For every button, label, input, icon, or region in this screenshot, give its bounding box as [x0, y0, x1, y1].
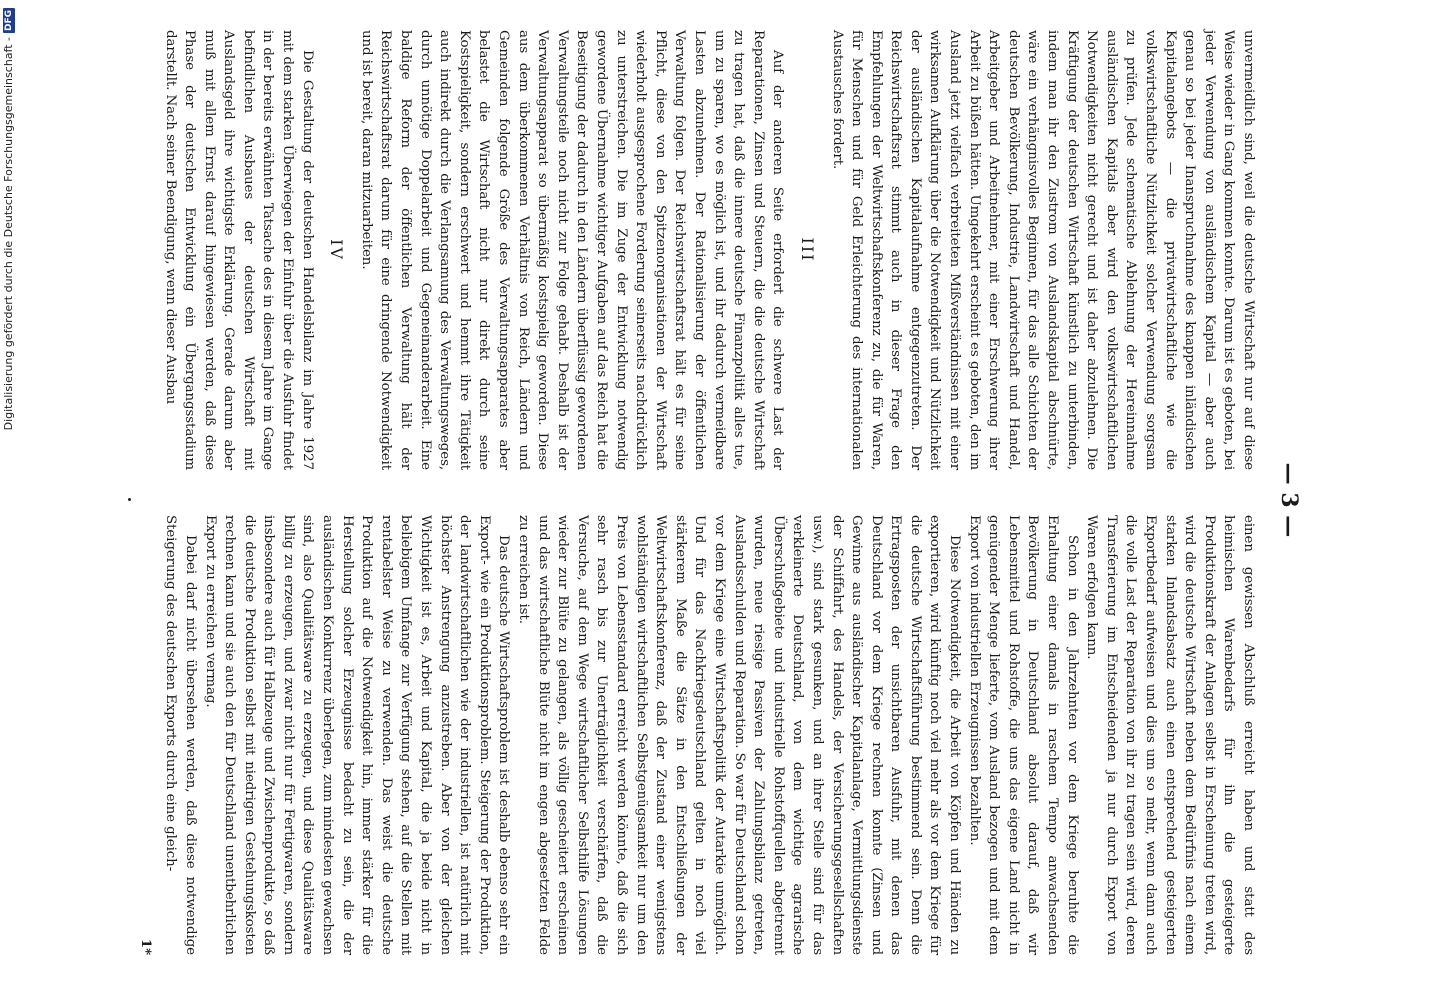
page-number: — 3 —: [1276, 462, 1302, 538]
signature-mark: 1*: [137, 938, 154, 955]
paragraph: Die Gestaltung der deutschen Handelsbilanz im Jahre 1927 mit dem starken Überwiegen der Einfuhr über die Ausfuhr findet in der bereits erwähnten Tatsache des in diesem Jahre im Gange befindlichen Ausbaues der deutschen Wirtschaft mit Auslandsgeld ihre wichtigste Erklärung. Gerade darum aber muß mit allem Ernst darauf hingewiesen werden, daß diese Phase der deutschen Entwicklung ein Übergangsstadium darstellt. Nach seiner Beendigung, wenn dieser Ausbau: [162, 30, 315, 470]
digitization-credit: [2, 0, 16, 1000]
paragraph: unvermeidlich sind, weil die deutsche Wirtschaft nur auf diese Weise wieder in Gang kommen konnte. Darum ist es geboten, bei jeder Verwendung von ausländischem Kapital — aber auch genau so bei jeder Inanspruchnahme des knappen inländischen Kapitalangebots — die privatwirtschaftliche wie die volkswirtschaftliche Nützlichkeit solcher Verwendung sorgsam zu prüfen. Jede schematische Ablehnung der Hereinnahme ausländischen Kapitals aber wird den volkswirtschaftlichen Notwendigkeiten nicht gerecht und ist daher abzulehnen. Die Kräftigung der deutschen Wirtschaft künstlich zu unterbinden, indem man ihr den Zustrom von Auslandskapital abschnürte, wäre ein verhängnisvolles Beginnen, für das alle Schichten der deutschen Bevölkerung, Industrie, Landwirtschaft und Handel, Arbeitgeber und Arbeitnehmer, mit einer Erschwerung ihrer Arbeit zu büßen hätten. Umgekehrt erscheint es geboten, den im Ausland jetzt vielfach verbreiteten Mißverständnissen mit einer wirksamen Aufklärung über die Notwendigkeit und Nützlichkeit der ausländischen Kapitalaufnahme entgegenzutreten. Der Reichswirtschaftsrat stimmt auch in dieser Frage den Empfehlungen der Weltwirtschaftskonferenz zu, die für Waren, für Menschen und für Geld Erleichterung des internationalen Austausches fordert.: [829, 30, 1256, 470]
paragraph: Dabei darf nicht übersehen werden, daß diese notwendige Steigerung des deutschen Exports durch eine gleich-: [163, 515, 198, 955]
text-column-right: [137, 515, 1258, 955]
section-heading-iv: IV: [327, 239, 347, 261]
credit-text: Digitalisierung gefördert durch die Deutsche Forschungsgemeinschaft -: [2, 37, 15, 431]
section-heading-iii: III: [797, 237, 817, 263]
paragraph: einen gewissen Abschluß erreicht haben und statt des heimischen Warenbedarfs für ihn die gesteigerte Produktionskraft der Anlagen selbst in Erscheinung treten wird, wird die deutsche Wirtschaft neben dem Bedürfnis nach einem starken Inlandsabsatz auch einen entsprechend gesteigerten Exportbedarf aufweisen und dies um so mehr, wenn dann auch die volle Last der Reparation von ihr zu tragen sein wird, deren Transferierung im Entscheidenden ja nur durch Export von Waren erfolgen kann.: [1084, 515, 1256, 955]
speck-mark: [128, 498, 131, 501]
rotated-page-content: [137, 0, 1318, 1000]
text-column-left: [158, 30, 1258, 470]
paragraph: Schon in den Jahrzehnten vor dem Kriege beruhte die Erhaltung einer damals in raschem Tempo anwachsenden Bevölkerung in Deutschland absolut darauf, daß wir Lebensmittel und Rohstoffe, die uns das eigene Land nicht in genügender Menge lieferte, vom Ausland bezogen und mit dem Export von industriellen Erzeugnissen bezahlten.: [966, 515, 1080, 955]
paragraph: Diese Notwendigkeit, die Arbeit von Köpfen und Händen zu exportieren, wird künftig noch viel mehr als vor dem Kriege für die deutsche Wirtschaftsführung bestimmend sein. Denn die Ertragsposten der unsichtbaren Ausfuhr, mit denen das Deutschland vor dem Kriege rechnen konnte (Zinsen und Gewinne aus ausländischer Kapitalanlage, Vermittlungsdienste der Schiffahrt, des Handels, der Versicherungsgesellschaften usw.), sind stark gesunken, und an ihrer Stelle sind für das verkleinerte Deutschland, von dem wichtige agrarische Überschußgebiete und industrielle Rohstoffquellen abgetrennt wurden, neue riesige Passiven der Zahlungsbilanz getreten, Auslandsschulden und Reparation. So war für Deutschland schon vor dem Kriege eine Wirtschaftspolitik der Autarkie unmöglich. Und für das Nachkriegsdeutschland gelten in noch viel stärkerem Maße die Sätze in den Entschließungen der Weltwirtschaftskonferenz, daß der Zustand einer wenigstens wohlständigen wirtschaftlichen Selbstgenügsamkeit nur um den Preis von Lebensstandard erreicht werden könnte, daß die sich sehr rasch bis zur Unerträglichkeit verschärfen, daß die Versuche, auf dem Wege wirtschaftlicher Selbsthilfe Lösungen wieder zur Blüte zu gelangen, als völlig gescheitert erscheinen und das wirtschaftliche Blüte nicht im engen abgesetzten Felde zu erreichen ist.: [516, 515, 963, 955]
paragraph: Das deutsche Wirtschaftsproblem ist deshalb ebenso sehr ein Export- wie ein Produktionsproblem. Steigerung der Produktion, der landwirtschaftlichen wie der industriellen, ist natürlich mit höchster Anstrengung anzustreben. Aber von der gleichen Wichtigkeit ist es, Arbeit und Kapital, die ja beide nicht in beliebigem Umfange zur Verfügung stehen, auf die Stellen mit rentabelster Weise zu verwenden. Das weist die deutsche Produktion auf die Notwendigkeit hin, immer stärker für die Herstellung solcher Erzeugnisse bedacht zu sein, die der ausländischen Konkurrenz überlegen, zum mindesten gewachsen sind, also Qualitätsware zu erzeugen, und diese Qualitätsware billig zu erzeugen, und zwar nicht nur für Fertigwaren, sondern insbesondere auch für Halbzeuge und Zwischenprodukte, so daß die deutsche Produktion selbst mit niedrigen Gestehungskosten rechnen kann und sie auch den für Deutschland unentbehrlichen Export zu erreichen vermag.: [202, 515, 512, 955]
dfg-logo-icon: DFG: [4, 10, 14, 32]
paragraph: Auf der anderen Seite erfordert die schwere Last der Reparationen, Zinsen und Steuern, die die deutsche Wirtschaft zu tragen hat, daß die innere deutsche Finanzpolitik alles tue, um zu sparen, wo es möglich ist, und ihr dadurch vermeidbare Lasten abzunehmen. Der Rationalisierung der öffentlichen Verwaltung folgen. Der Reichswirtschaftsrat hält es für seine Pflicht, diese von den Spitzenorganisationen der Wirtschaft wiederholt ausgesprochene Forderung seinerseits nachdrücklich zu unterstreichen. Die im Zuge der Entwicklung notwendig gewordene Übernahme wichtiger Aufgaben auf das Reich hat die Beseitigung der dadurch in den Ländern überflüssig gewordenen Verwaltungsteile noch nicht zur Folge gehabt. Deshalb ist der Verwaltungsapparat so übermäßig kostspielig geworden. Diese aus dem überkommenen Verhältnis von Reich, Ländern und Gemeinden folgende Größe des Verwaltungsapparates aber belastet die Wirtschaft nicht nur direkt durch seine Kostspieligkeit, sondern erschwert und hemmt ihre Tätigkeit auch indirekt durch die Verlangsamung des Verwaltungsweges, durch unnötige Doppelarbeit und Gegeneinanderarbeit. Eine baldige Reform der öffentlichen Verwaltung hält der Reichswirtschaftsrat darum für eine dringende Notwendigkeit und ist bereit, daran mitzuarbeiten.: [358, 30, 786, 470]
